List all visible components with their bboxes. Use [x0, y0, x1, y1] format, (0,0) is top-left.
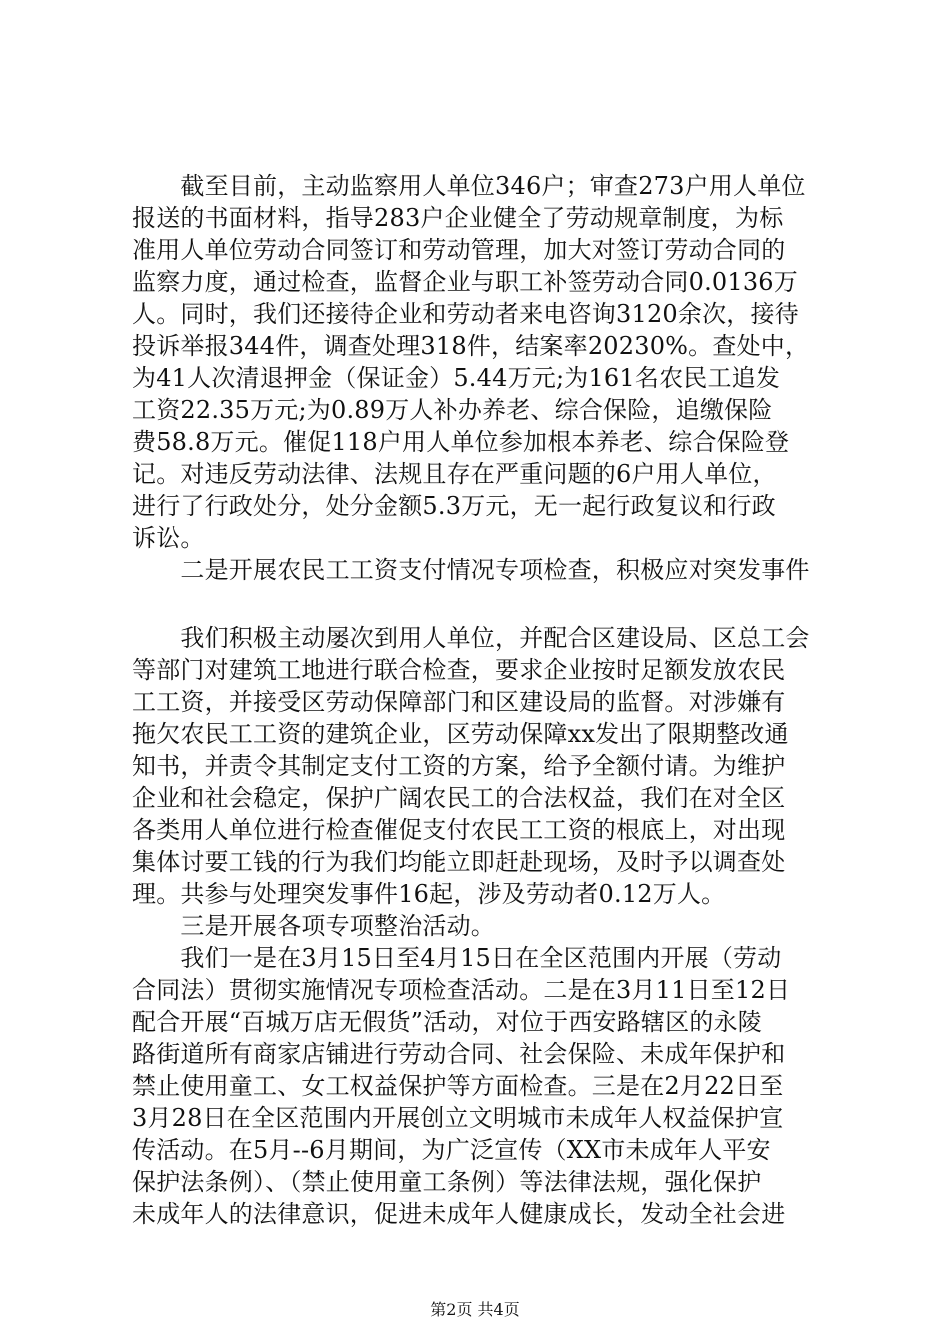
- page-footer: 第2页 共4页: [430, 1300, 520, 1319]
- text-line: 传活动。在5月--6月期间，为广泛宣传（XX市未成年人平安: [132, 1136, 771, 1164]
- text-line: 未成年人的法律意识，促进未成年人健康成长，发动全社会进: [132, 1200, 786, 1228]
- text-line: 禁止使用童工、女工权益保护等方面检查。三是在2月22日至: [132, 1072, 784, 1100]
- text-line: 理。共参与处理突发事件16起，涉及劳动者0.12万人。: [132, 880, 726, 908]
- text-line: 等部门对建筑工地进行联合检查，要求企业按时足额发放农民: [132, 656, 786, 684]
- text-line: 保护法条例）、（禁止使用童工条例）等法律法规，强化保护: [132, 1168, 762, 1196]
- text-line: 三是开展各项专项整治活动。: [132, 912, 495, 940]
- text-line: 监察力度，通过检查，监督企业与职工补签劳动合同0.0136万: [132, 268, 798, 296]
- text-line: 费58.8万元。催促118户用人单位参加根本养老、综合保险登: [132, 428, 790, 456]
- text-line: 记。对违反劳动法律、法规且存在严重问题的6户用人单位，: [132, 460, 777, 488]
- text-line: 人。同时，我们还接待企业和劳动者来电咨询3120余次，接待: [132, 300, 799, 328]
- text-line: 二是开展农民工工资支付情况专项检查，积极应对突发事件: [132, 556, 810, 584]
- text-line: 截至目前，主动监察用人单位346户；审查273户用人单位: [132, 172, 806, 200]
- text-line: 配合开展“百城万店无假货”活动，对位于西安路辖区的永陵: [132, 1008, 762, 1036]
- text-line: 诉讼。: [132, 524, 205, 552]
- text-line: 投诉举报344件，调查处理318件，结案率20230%。查处中，: [132, 332, 810, 360]
- text-line: 合同法）贯彻实施情况专项检查活动。二是在3月11日至12日: [132, 976, 791, 1004]
- text-line: 企业和社会稳定，保护广阔农民工的合法权益，我们在对全区: [132, 784, 786, 812]
- document-body: [132, 170, 832, 1230]
- text-line: 我们一是在3月15日至4月15日在全区范围内开展（劳动: [132, 944, 782, 972]
- text-line: 我们积极主动屡次到用人单位，并配合区建设局、区总工会: [132, 624, 810, 652]
- text-line: 进行了行政处分，处分金额5.3万元，无一起行政复议和行政: [132, 492, 776, 520]
- paragraph-gap: [132, 586, 832, 622]
- text-line: 准用人单位劳动合同签订和劳动管理，加大对签订劳动合同的: [132, 236, 786, 264]
- text-line: 各类用人单位进行检查催促支付农民工工资的根底上，对出现: [132, 816, 786, 844]
- text-line: 集体讨要工钱的行为我们均能立即赶赴现场，及时予以调查处: [132, 848, 786, 876]
- text-line: 知书，并责令其制定支付工资的方案，给予全额付请。为维护: [132, 752, 786, 780]
- text-line: 报送的书面材料，指导283户企业健全了劳动规章制度，为标: [132, 204, 784, 232]
- text-line: 为41人次清退押金（保证金）5.44万元;为161名农民工追发: [132, 364, 781, 392]
- text-line: 路街道所有商家店铺进行劳动合同、社会保险、未成年保护和: [132, 1040, 786, 1068]
- text-line: 3月28日在全区范围内开展创立文明城市未成年人权益保护宣: [132, 1104, 784, 1132]
- text-line: 工工资，并接受区劳动保障部门和区建设局的监督。对涉嫌有: [132, 688, 786, 716]
- text-line: 工资22.35万元;为0.89万人补办养老、综合保险，追缴保险: [132, 396, 773, 424]
- text-line: 拖欠农民工工资的建筑企业，区劳动保障xx发出了限期整改通: [132, 720, 789, 748]
